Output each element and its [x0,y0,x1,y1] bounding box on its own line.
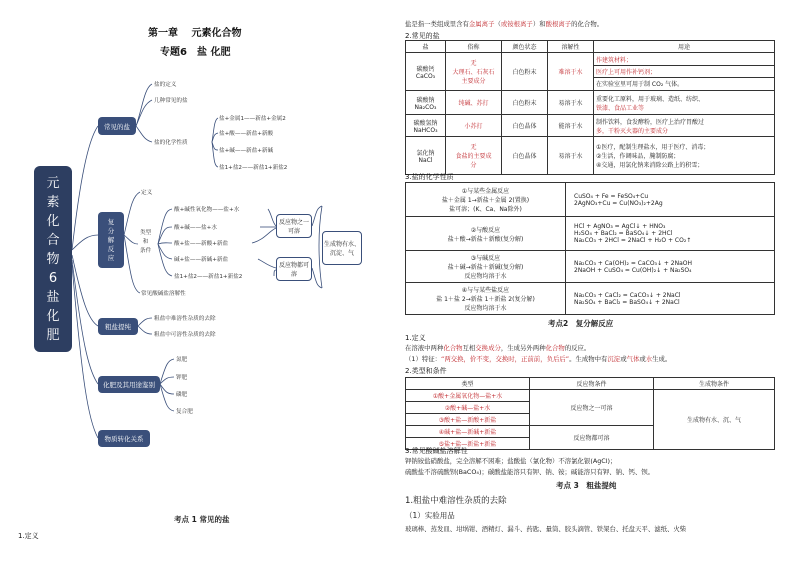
t3-type: ③酸+盐—新酸+新盐 [406,414,530,426]
section-common-salts: 2.常见的盐 [405,32,440,40]
leaf-decomp-def: 定义 [141,190,153,196]
node-transform: 物质转化关系 [98,430,150,447]
leaf-fert-item: 复合肥 [176,409,193,415]
t3-type: ②酸+碱—盐+水 [406,402,530,414]
leaf-purify-item: 粗盐中可溶性杂质的去除 [154,332,216,338]
root-char: 盐 [46,289,60,305]
t3-header: 类型 [406,378,530,390]
leaf-type-item: 酸+盐——新酸+新盐 [174,241,229,247]
leaf-type-item: 酸+碱性氧化物——盐+水 [174,207,240,213]
t1-alias: 纯碱、苏打 [446,91,502,115]
salt-chem-table [405,182,775,315]
t1-alias: 无 食盐的主要成 分 [446,137,502,175]
t3-type: ①酸+金属氧化物—盐+水 [406,390,530,402]
leaf-chem-item: 盐+酸——新盐+新酸 [219,131,274,137]
leaf-salt-kinds: 几种常见的盐 [154,98,188,104]
type-label: 2.类型和条件 [405,367,447,375]
leaf-type-item: 酸+碱——盐+水 [174,225,217,231]
t3-cond: 反应物都可溶 [530,426,654,450]
sol-line-1: 钾钠铵盐硝酸盐，完全溶解不困难；盐酸盐（氯化物）不溶氯化银(AgCl)； [405,457,617,465]
t1-header: 俗称 [446,41,502,53]
def-label: 1.定义 [405,334,426,342]
leaf-purify-item: 粗盐中难溶性杂质的去除 [154,316,216,322]
leaf-chem-item: 盐+碱——新盐+新碱 [219,148,274,154]
t2-left: ③与碱反应 盐＋碱→新盐＋新碱(复分解) 反应物均溶于水 [406,251,566,283]
decomp-char: 反 [107,244,115,253]
t3-header: 反应物条件 [530,378,654,390]
sol-label: 3.常见酸碱盐溶解性 [405,447,468,455]
purify-items: 玻璃棒、蒸发皿、坩埚钳、酒精灯、漏斗、药匙、量筒、胶头滴管、铁架台、托盘天平、滤纸、火柴 [405,525,687,533]
t1-salt: 碳酸钙 CaCO₃ [406,53,446,91]
leaf-salt-chem: 盐的化学性质 [154,140,188,146]
node-fertilizer: 化肥及其用途鉴别 [98,376,160,393]
section-salt-chem: 3.盐的化学性质 [405,173,454,181]
leaf-type-item: 碱+盐——新碱+新盐 [174,257,229,263]
t1-use: 制作饮料，食发酵粉，医疗上治疗胃酸过 多，干粉灭火器的主要成分 [594,115,775,137]
root-char: 元 [46,175,60,191]
t1-sol: 难溶于水 [548,53,594,91]
t1-header: 用途 [594,41,775,53]
root-char: 合 [46,232,60,248]
decomp-char: 应 [107,253,115,262]
node-common-salt: 常见的盐 [98,117,136,135]
root-char: 物 [46,251,60,267]
decomp-char: 复 [107,217,115,226]
section-heading-2: 考点2 复分解反应 [548,319,614,328]
t1-alias: 小苏打 [446,115,502,137]
node-react-one: 反应物之一可溶 [276,214,312,238]
node-decomposition [98,212,124,268]
def-feature: （1）特征：“两交换，价不变，交换时，正前前，负后后”。生成物中有沉淀或气体或水生成。 [405,355,672,363]
salt-intro: 盐是指一类组成里含有金属离子（或铵根离子）和酸根离子的化合物。 [405,20,604,28]
bottom-def-label: 1.定义 [18,532,39,540]
t1-alias: 无 大理石、石灰石 主要成分 [446,53,502,91]
leaf-fert-item: 磷肥 [176,392,188,398]
section-heading-1: 考点 1 常见的盐 [174,515,230,524]
t2-left: ④与与某些盐反应 盐 1＋盐 2→新盐 1＋新盐 2(复分解) 反应物均溶于水 [406,283,566,315]
t2-right: HCl + AgNO₃ = AgCl↓ + HNO₃ H₂SO₄ + BaCl₂ = BaSO₄↓ + 2HCl Na₂CO₃ + 2HCl = 2NaCl + H₂O + CO₂↑ [566,217,775,251]
section-heading-3: 考点 3 粗盐提纯 [556,481,617,490]
t2-left: ①与某些金属反应 盐＋金属 1→新盐＋金属 2(置换) 盐可溶；(K、Ca、Na除外) [406,183,566,217]
node-purify: 粗盐提纯 [98,318,138,335]
decomp-char: 解 [107,235,115,244]
t3-header: 生成物条件 [654,378,775,390]
t3-product: 生成物有水、沉、气 [654,390,775,450]
t2-right: Na₂CO₃ + CaCl₂ = CaCO₃↓ + 2NaCl Na₂SO₄ + BaCl₂ = BaSO₄↓ + 2NaCl [566,283,775,315]
root-char: 化 [46,308,60,324]
mindmap-root [34,166,72,352]
t2-left: ②与酸反应 盐＋酸→新盐＋新酸(复分解) [406,217,566,251]
t3-cond: 反应物之一可溶 [530,390,654,426]
leaf-type-cond: 类型 和 条件 [140,230,152,254]
leaf-fert-item: 钾肥 [176,375,188,381]
root-char: 素 [46,194,60,210]
leaf-chem-item: 盐1+盐2——新盐1+新盐2 [219,165,288,171]
t1-salt: 氯化钠 NaCl [406,137,446,175]
leaf-chem-item: 盐+金属1——新盐+金属2 [219,116,286,122]
chapter-title: 第一章 元素化合物 [148,28,242,39]
leaf-solubility: 常见酸碱盐溶解性 [141,291,186,297]
root-char: 6 [48,270,58,286]
topic-title: 专题6 盐 化肥 [160,47,231,58]
common-salts-table [405,40,775,175]
decomp-types-table [405,377,775,450]
t3-type: ④碱+盐—新碱+新盐 [406,426,530,438]
t1-header: 溶解性 [548,41,594,53]
t1-header: 颜色状态 [502,41,548,53]
t1-sol: 易溶于水 [548,137,594,175]
root-char: 化 [46,213,60,229]
def-text: 在溶液中两种化合物互相交换成分，生成另外两种化合物的反应。 [405,344,591,352]
purify-sub: （1）实验用品 [405,511,455,520]
t1-sol: 能溶于水 [548,115,594,137]
t3-type: ⑤盐+盐—新盐+新盐 [406,438,530,450]
node-product: 生成物有水、沉淀、气 [322,231,362,265]
t1-use: 重要化工原料，用于玻璃、造纸、纺织、 铁漆、食品工业等 [594,91,775,115]
leaf-type-item: 盐1+盐2——新盐1+新盐2 [174,274,243,280]
t1-use: 作建筑材料； 医疗上可用作补钙剂； 在实验室里可用于制 CO₂ 气体。 [594,53,775,91]
node-react-all: 反应物都可溶 [276,257,312,281]
leaf-fert-item: 氮肥 [176,357,188,363]
t1-use: ①医疗，配制生理盐水，用于医疗、消毒； ②生活，作调味品，腌制防腐； ④交通，用氯化钠来消除公路上的积雪； [594,137,775,175]
t2-right: CuSO₄ + Fe = FeSO₄+Cu 2AgNO₃+Cu = Cu(NO₃)₂+2Ag [566,183,775,217]
root-char: 肥 [46,327,60,343]
t1-header: 盐 [406,41,446,53]
purify-heading: 1.粗盐中难溶性杂质的去除 [405,496,507,506]
leaf-salt-def: 盐的定义 [154,82,177,88]
t1-salt: 碳酸氢钠 NaHCO₃ [406,115,446,137]
t1-salt: 碳酸钠 Na₂CO₃ [406,91,446,115]
t1-sol: 易溶于水 [548,91,594,115]
sol-line-2: 硫酸盐不溶硫酸钡(BaCO₄)；碳酸盐能溶只有钾、钠、铵；碱能溶只有钾、钠、钙、钡。 [405,468,655,476]
t1-state: 白色粉末 [502,53,548,91]
t2-right: Na₂CO₃ + Ca(OH)₂ = CaCO₃↓ + 2NaOH 2NaOH + CuSO₄ = Cu(OH)₂↓ + Na₂SO₄ [566,251,775,283]
t1-state: 白色晶体 [502,115,548,137]
t1-state: 白色晶体 [502,137,548,175]
decomp-char: 分 [107,226,115,235]
t1-state: 白色粉末 [502,91,548,115]
